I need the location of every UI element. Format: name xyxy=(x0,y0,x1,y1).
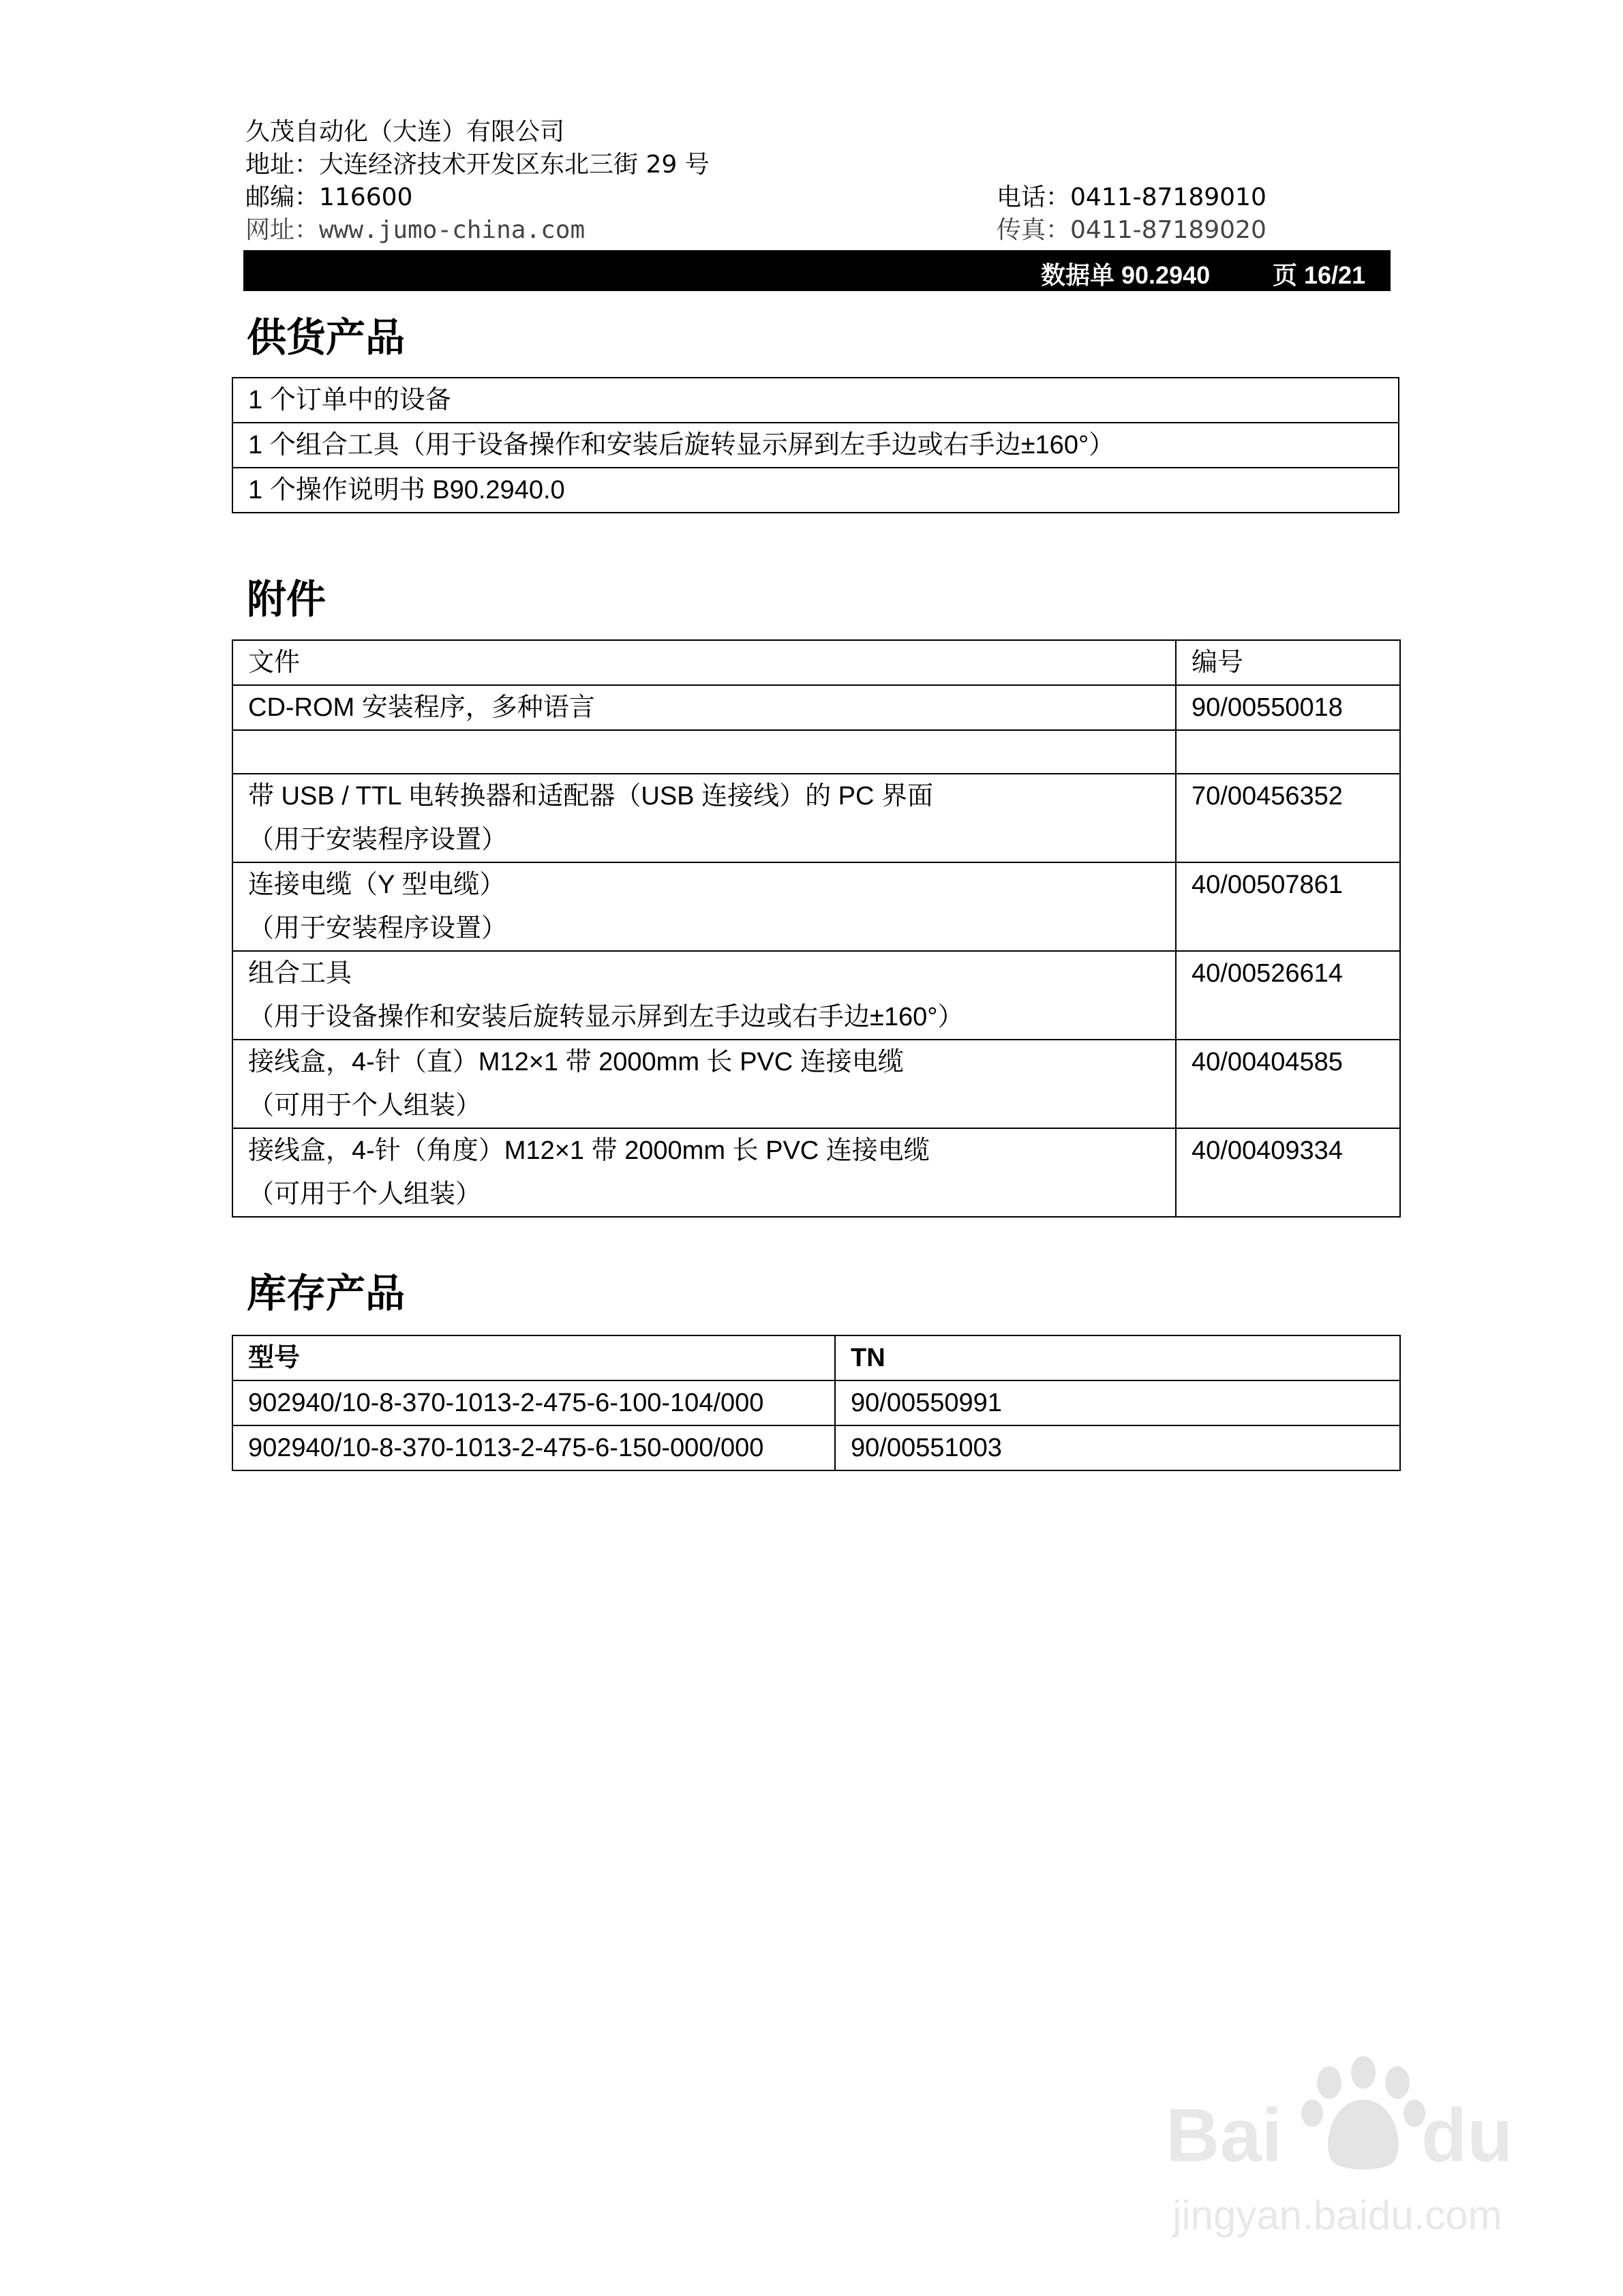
company-address: 地址：大连经济技术开发区东北三街 29 号 xyxy=(245,151,710,179)
accessory-code xyxy=(1176,730,1400,774)
company-phone: 电话：0411-87189010 xyxy=(997,183,1266,211)
accessory-code: 40/00409334 xyxy=(1176,1128,1400,1217)
company-postcode: 邮编：116600 xyxy=(245,183,413,211)
table-header-row xyxy=(232,1335,1400,1380)
accessory-code: 40/00404585 xyxy=(1176,1040,1400,1128)
accessory-description: 组合工具 （用于设备操作和安装后旋转显示屏到左手边或右手边±160°） xyxy=(232,951,1176,1040)
company-fax: 传真：0411-87189020 xyxy=(997,216,1266,244)
stock-tn: 90/00551003 xyxy=(835,1425,1400,1470)
table-row-empty xyxy=(232,730,1400,774)
stock-table xyxy=(232,1335,1401,1471)
accessory-description xyxy=(232,730,1176,774)
table-header-row xyxy=(232,640,1400,685)
accessory-code: 90/00550018 xyxy=(1176,685,1400,730)
accessory-description: 接线盒，4-针（角度）M12×1 带 2000mm 长 PVC 连接电缆 （可用于个人组装） xyxy=(232,1128,1176,1217)
table-row xyxy=(232,423,1399,468)
accessory-description: 接线盒，4-针（直）M12×1 带 2000mm 长 PVC 连接电缆 （可用于个人组装） xyxy=(232,1040,1176,1128)
accessory-code: 40/00526614 xyxy=(1176,951,1400,1040)
table-row xyxy=(232,1380,1400,1425)
company-name: 久茂自动化（大连）有限公司 xyxy=(245,118,565,146)
accessories-title: 附件 xyxy=(247,576,327,622)
baidu-watermark-logo xyxy=(1159,2045,1541,2243)
accessory-description: 带 USB / TTL 电转换器和适配器（USB 连接线）的 PC 界面 （用于安装程序设置） xyxy=(232,774,1176,862)
delivery-title: 供货产品 xyxy=(247,314,406,361)
svg-text:jingyan.baidu.com: jingyan.baidu.com xyxy=(1172,2192,1502,2238)
accessory-code: 70/00456352 xyxy=(1176,774,1400,862)
svg-text:du: du xyxy=(1421,2094,1513,2177)
table-row xyxy=(232,951,1400,1040)
column-header-code: 编号 xyxy=(1176,640,1400,685)
svg-text:Bai: Bai xyxy=(1166,2094,1283,2177)
table-row xyxy=(232,1128,1400,1217)
table-row xyxy=(232,862,1400,951)
column-header-document: 文件 xyxy=(232,640,1176,685)
accessory-description: CD-ROM 安装程序，多种语言 xyxy=(232,685,1176,730)
column-header-model: 型号 xyxy=(232,1335,835,1380)
table-row xyxy=(232,1040,1400,1128)
datasheet-number: 数据单 90.2940 xyxy=(1041,261,1211,289)
page-number: 页 16/21 xyxy=(1273,261,1366,289)
accessories-table xyxy=(232,639,1401,1218)
table-row xyxy=(232,378,1399,423)
delivery-table xyxy=(232,377,1399,513)
table-row xyxy=(232,468,1399,513)
stock-tn: 90/00550991 xyxy=(835,1380,1400,1425)
delivery-cell: 1 个操作说明书 B90.2940.0 xyxy=(232,468,1399,513)
company-website: 网址：www.jumo-china.com xyxy=(245,216,586,244)
accessory-description: 连接电缆（Y 型电缆） （用于安装程序设置） xyxy=(232,862,1176,951)
stock-model: 902940/10-8-370-1013-2-475-6-100-104/000 xyxy=(232,1380,835,1425)
delivery-cell: 1 个订单中的设备 xyxy=(232,378,1399,423)
column-header-tn: TN xyxy=(835,1335,1400,1380)
delivery-cell: 1 个组合工具（用于设备操作和安装后旋转显示屏到左手边或右手边±160°） xyxy=(232,423,1399,468)
table-row xyxy=(232,1425,1400,1470)
table-row xyxy=(232,774,1400,862)
stock-title: 库存产品 xyxy=(247,1270,406,1316)
header-bar xyxy=(243,250,1391,291)
stock-model: 902940/10-8-370-1013-2-475-6-150-000/000 xyxy=(232,1425,835,1470)
table-row xyxy=(232,685,1400,730)
accessory-code: 40/00507861 xyxy=(1176,862,1400,951)
